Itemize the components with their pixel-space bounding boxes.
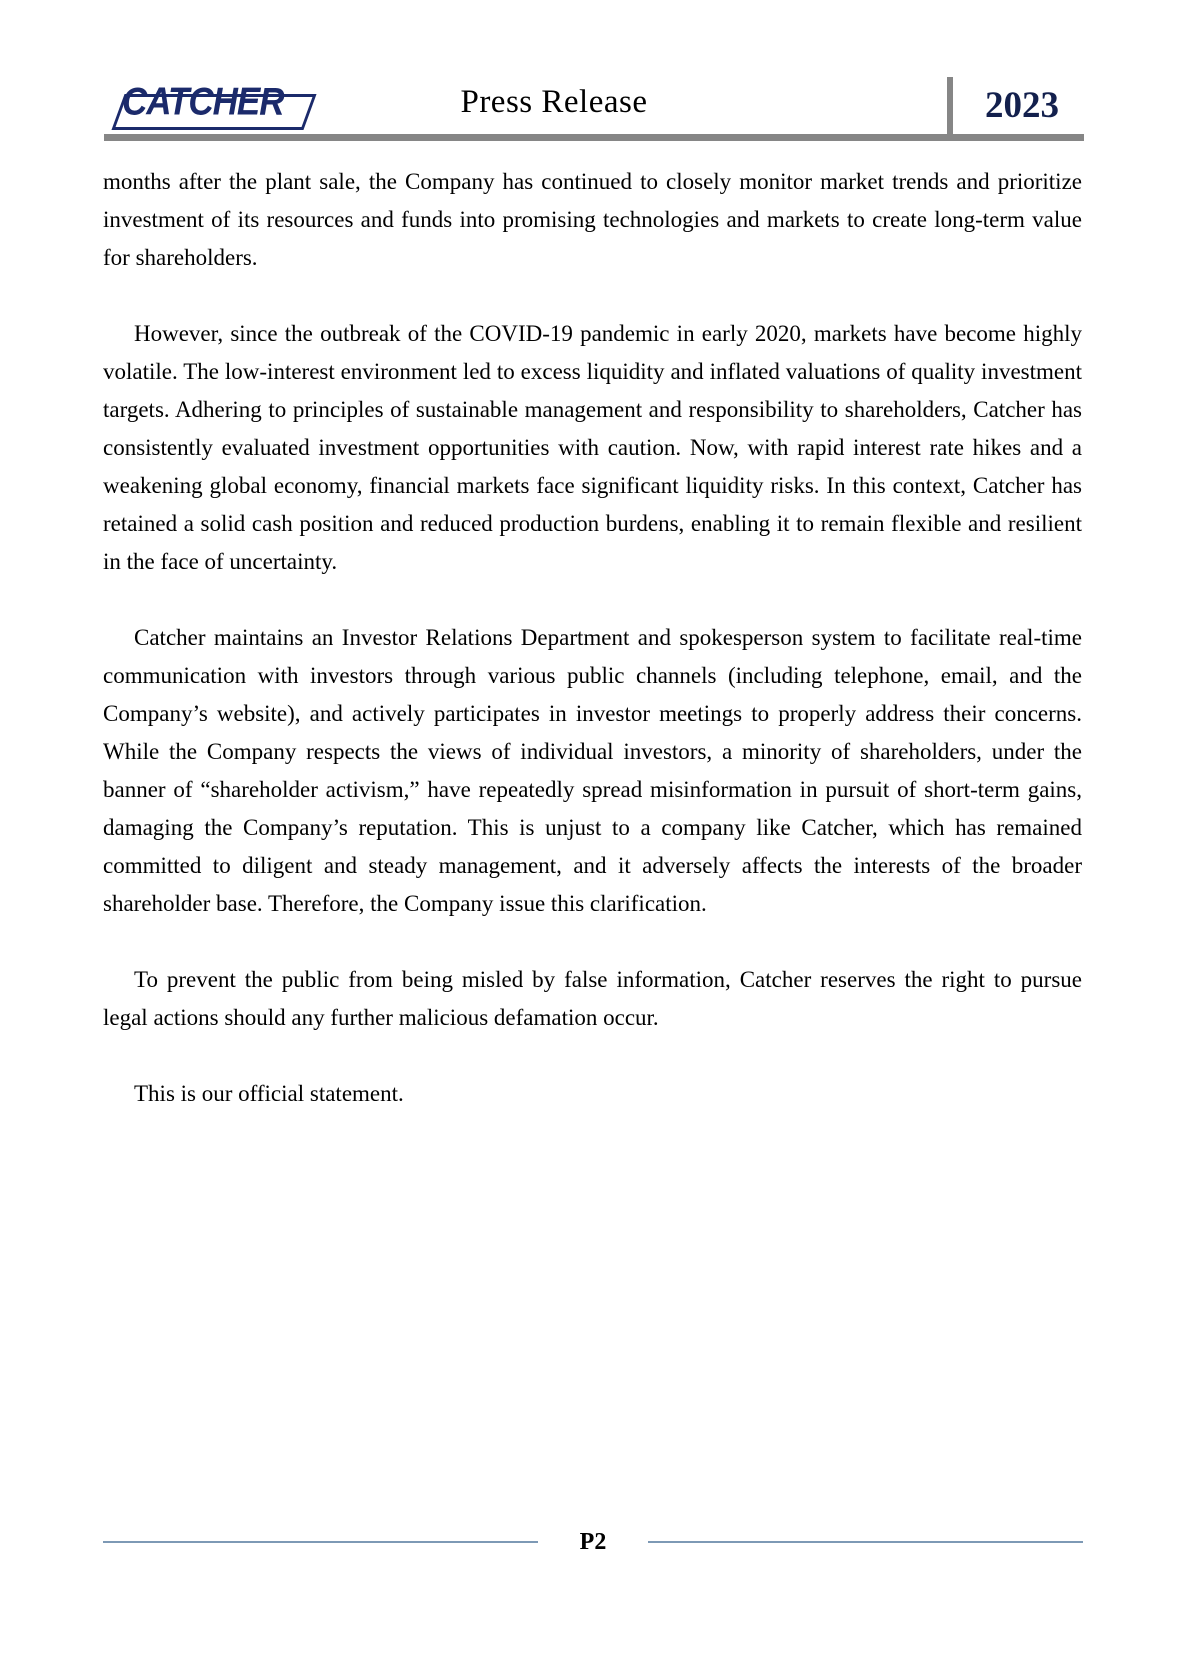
paragraph-1: months after the plant sale, the Company has continued to closely monitor market trends and prioritize investment of its resources and funds into promising technologies and markets to create long-term value for shareholders. bbox=[103, 169, 1082, 270]
paragraph-2: However, since the outbreak of the COVID-19 pandemic in early 2020, markets have become highly volatile. The low-interest environment led to excess liquidity and inflated valuations of quality investment targets. Adhering to principles of sustainable management and responsibility to shareholders, Catcher has consistently evaluated investment opportunities with caution. Now, with rapid interest rate hikes and a weakening global economy, financial markets face significant liquidity risks. In this context, Catcher has retained a solid cash position and reduced production burdens, enabling it to remain flexible and resilient in the face of uncertainty. bbox=[103, 321, 1082, 574]
page-number: P2 bbox=[579, 1529, 607, 1555]
page-title: Press Release bbox=[460, 84, 648, 120]
header-vertical-divider bbox=[947, 77, 953, 134]
paragraph-3: Catcher maintains an Investor Relations Department and spokesperson system to facilitate real-time communication with investors through various public channels (including telephone, email, and the Company’s website), and actively participates in investor meetings to properly address their concerns. While the Company respects the views of individual investors, a minority of shareholders, under the banner of “shareholder activism,” have repeatedly spread misinformation in pursuit of short-term gains, damaging the Company’s reputation. This is unjust to a company like Catcher, which has remained committed to diligent and steady management, and it adversely affects the interests of the broader shareholder base. Therefore, the Company issue this clarification. bbox=[103, 625, 1082, 916]
paragraph-4: To prevent the public from being misled by false information, Catcher reserves the right to pursue legal actions should any further malicious defamation occur. bbox=[103, 967, 1082, 1030]
header-horizontal-rule bbox=[104, 134, 1084, 141]
footer-line-right bbox=[648, 1541, 1083, 1543]
catcher-logo-text: CATCHER bbox=[122, 79, 284, 124]
page-header bbox=[0, 0, 1185, 141]
header-year: 2023 bbox=[985, 85, 1059, 126]
footer-line-left bbox=[103, 1541, 538, 1543]
paragraph-5: This is our official statement. bbox=[134, 1081, 404, 1106]
page-footer bbox=[103, 1530, 1083, 1554]
document-body bbox=[103, 163, 1082, 1113]
